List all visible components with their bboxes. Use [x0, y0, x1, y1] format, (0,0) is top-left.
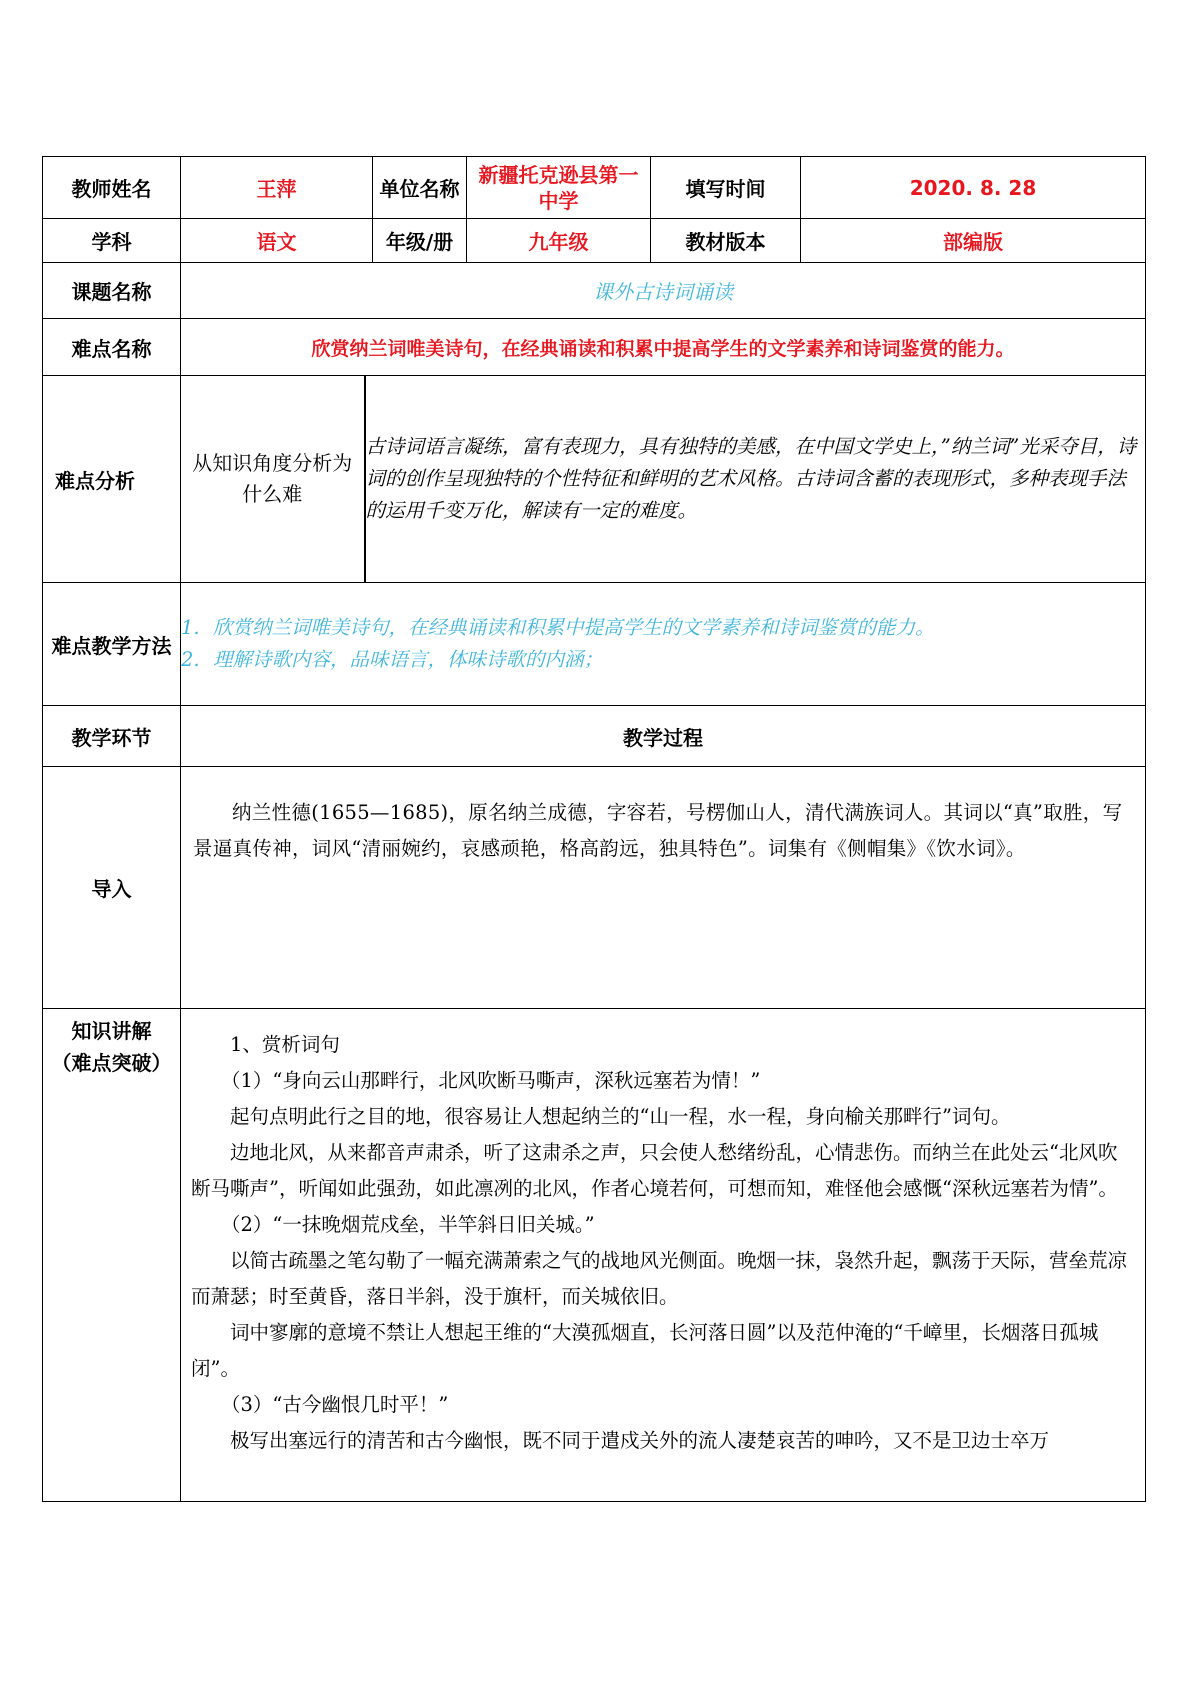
method-item [181, 644, 1145, 676]
process-value: 教学过程 [181, 706, 1146, 767]
knowledge-section-title: 1、赏析词句 [230, 1033, 340, 1056]
header-row-1 [43, 157, 1146, 219]
edition-label: 教材版本 [651, 219, 801, 263]
knowledge-label-line1: 知识讲解 [71, 1019, 152, 1043]
unit-label: 单位名称 [373, 157, 467, 219]
intro-text: 纳兰性德(1655—1685)，原名纳兰成德，字容若，号楞伽山人，清代满族词人。其词以“真”取胜，写景逼真传神，词风“清丽婉约，哀感顽艳，格高韵远，独具特色”。词集有《侧帽集》《饮水词》。 [193, 801, 1123, 860]
knowledge-paragraph: 以简古疏墨之笔勾勒了一幅充满萧索之气的战地风光侧面。晚烟一抹，袅然升起，飘荡于天际，营垒荒凉而萧瑟；时至黄昏，落日半斜，没于旗杆，而关城依旧。 [191, 1249, 1128, 1308]
knowledge-paragraph: 极写出塞远行的清苦和古今幽恨，既不同于遣戍关外的流人凄楚哀苦的呻吟，又不是卫边士卒万 [230, 1429, 1050, 1452]
header-row-2 [43, 219, 1146, 263]
method-item-number: 2. [181, 648, 200, 671]
knowledge-paragraph: 起句点明此行之目的地，很容易让人想起纳兰的“山一程，水一程，身向榆关那畔行”词句。 [230, 1105, 1011, 1128]
method-item-text: 理解诗歌内容，品味语言，体味诗歌的内涵； [213, 648, 604, 671]
unit-value: 新疆托克逊县第一中学 [467, 157, 651, 219]
method-label: 难点教学方法 [43, 583, 181, 706]
grade-value: 九年级 [467, 219, 651, 263]
edition-value: 部编版 [801, 219, 1146, 263]
knowledge-cell [181, 1009, 1146, 1502]
difficulty-label: 难点名称 [43, 319, 181, 376]
method-list [181, 583, 1146, 706]
method-item-number: 1. [181, 616, 200, 639]
analysis-row [43, 376, 1146, 583]
topic-label: 课题名称 [43, 263, 181, 319]
knowledge-label-line2: （难点突破） [51, 1051, 172, 1075]
difficulty-value: 欣赏纳兰词唯美诗句，在经典诵读和积累中提高学生的文学素养和诗词鉴赏的能力。 [181, 319, 1146, 376]
knowledge-row [43, 1009, 1146, 1502]
teacher-value: 王萍 [181, 157, 373, 219]
date-label: 填写时间 [651, 157, 801, 219]
process-label: 教学环节 [43, 706, 181, 767]
subject-value: 语文 [181, 219, 373, 263]
knowledge-quote-1: （1）“身向云山那畔行，北风吹断马嘶声，深秋远塞若为情！” [221, 1069, 761, 1092]
intro-cell [181, 767, 1146, 1009]
method-item [181, 612, 1145, 644]
teacher-label: 教师姓名 [43, 157, 181, 219]
knowledge-label [43, 1009, 181, 1502]
analysis-why-label: 从知识角度分析为什么难 [181, 376, 365, 583]
topic-row [43, 263, 1146, 319]
lesson-plan-table [42, 156, 1146, 1502]
analysis-text: 古诗词语言凝练，富有表现力，具有独特的美感，在中国文学史上，”纳兰词”光采夺目，诗词的创作呈现独特的个性特征和鲜明的艺术风格。古诗词含蓄的表现形式，多种表现手法的运用千变万化，解读有一定的难度。 [365, 376, 1146, 583]
knowledge-quote-3: （3）“古今幽恨几时平！” [221, 1393, 449, 1416]
date-value: 2020. 8. 28 [801, 157, 1146, 219]
knowledge-paragraph: 词中寥廓的意境不禁让人想起王维的“大漠孤烟直，长河落日圆”以及范仲淹的“千嶂里，长烟落日孤城闭”。 [191, 1321, 1099, 1380]
difficulty-row [43, 319, 1146, 376]
subject-label: 学科 [43, 219, 181, 263]
grade-label: 年级/册 [373, 219, 467, 263]
intro-label: 导入 [43, 767, 181, 1009]
intro-row [43, 767, 1146, 1009]
knowledge-paragraph: 边地北风，从来都音声肃杀，听了这肃杀之声，只会使人愁绪纷乱，心情悲伤。而纳兰在此处云“北风吹断马嘶声”，听闻如此强劲，如此凛冽的北风，作者心境若何，可想而知，难怪他会感慨“深秋远塞若为情”。 [191, 1141, 1118, 1200]
analysis-label: 难点分析 [43, 376, 181, 583]
topic-value: 课外古诗词诵读 [181, 263, 1146, 319]
knowledge-quote-2: （2）“一抹晚烟荒戍垒，半竿斜日旧关城。” [221, 1213, 595, 1236]
process-header-row [43, 706, 1146, 767]
method-row [43, 583, 1146, 706]
method-item-text: 欣赏纳兰词唯美诗句，在经典诵读和积累中提高学生的文学素养和诗词鉴赏的能力。 [213, 616, 935, 639]
